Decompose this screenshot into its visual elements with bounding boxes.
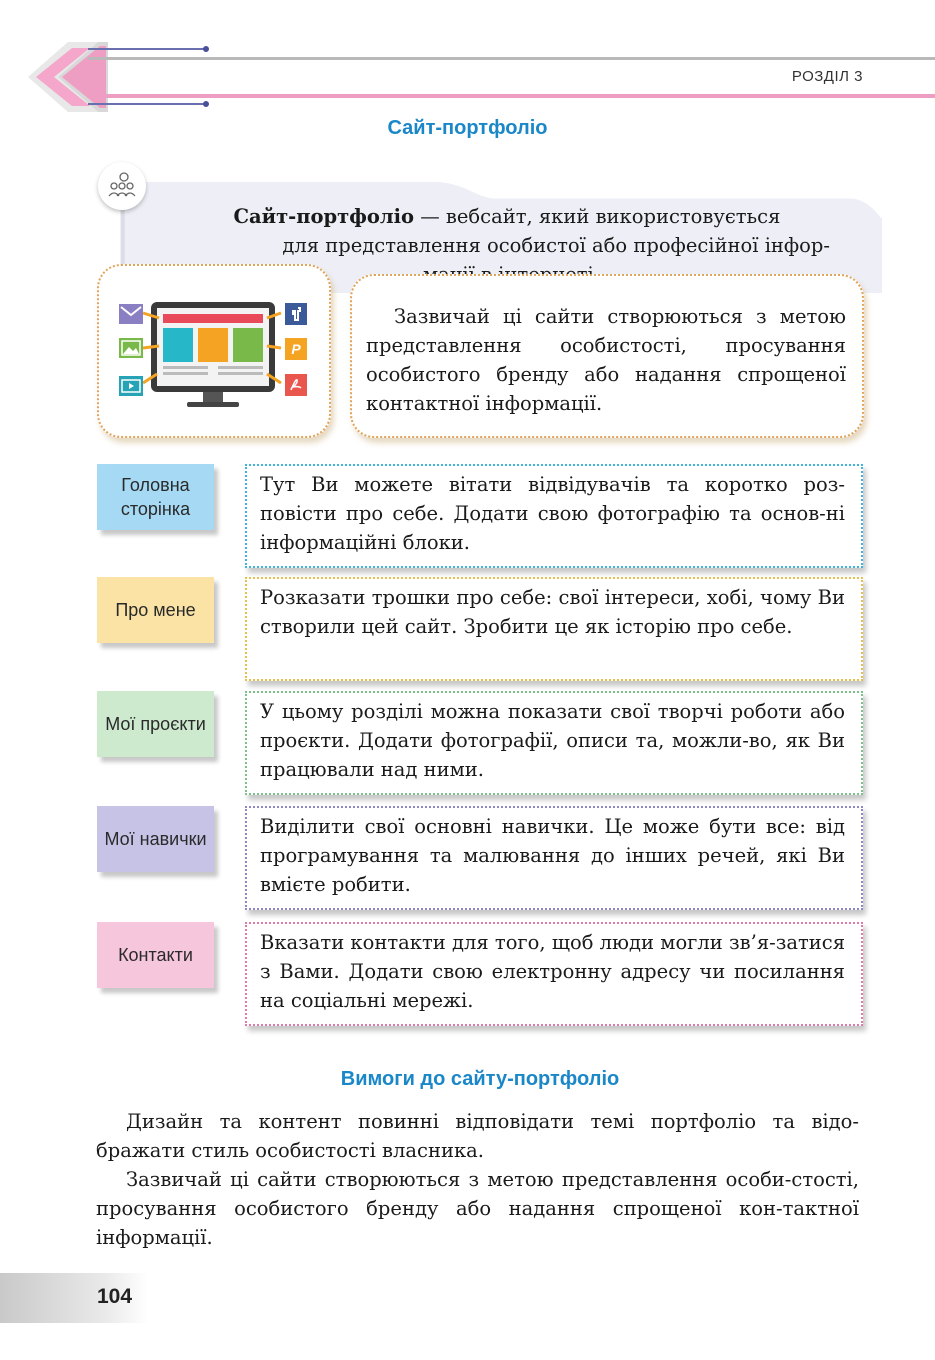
requirements-paragraph-1: Дизайн та контент повинні відповідати темі портфоліо та відо-бражати стиль особистості власника. (96, 1110, 859, 1162)
page-title: Сайт-портфоліо (387, 117, 548, 139)
image-icon (119, 338, 143, 358)
header-rule-upper (88, 48, 206, 50)
definition-line1: — вебсайт, який використовується (414, 205, 781, 228)
header-rule-pink (88, 94, 935, 98)
pdf-icon (285, 374, 307, 396)
chapter-arrow-decoration (28, 42, 108, 112)
chapter-label: РОЗДІЛ 3 (791, 68, 863, 85)
section-label-home: Головна сторінка (97, 464, 214, 530)
facebook-icon (285, 303, 307, 325)
section-text-home: Тут Ви можете вітати відвідувачів та коротко роз-повісти про себе. Додати свою фотографію та основ-ні інформаційні блоки. (260, 473, 845, 554)
section-text-about: Розказати трошки про себе: свої інтереси, хобі, чому Ви створили цей сайт. Зробити це як історію про себе. (260, 586, 845, 638)
section-text-skills: Виділити свої основні навички. Це може бути все: від програмування та малювання до інших речей, які Ви вмієте робити. (260, 815, 845, 896)
section-label-projects: Мої проєкти (97, 691, 214, 757)
definition-term: Сайт-портфоліо (233, 205, 414, 228)
section-label-about: Про мене (97, 577, 214, 643)
paypal-icon (285, 338, 307, 360)
section-label-contacts: Контакти (97, 922, 214, 988)
video-icon (119, 376, 143, 396)
header-rule-lower (88, 103, 206, 105)
page-number: 104 (97, 1285, 133, 1308)
section-label-skills: Мої навички (97, 806, 214, 872)
svg-text:P: P (291, 341, 301, 357)
mail-icon (119, 304, 143, 324)
people-discussion-icon (98, 162, 146, 210)
header-rule-gray (88, 57, 935, 60)
requirements-title: Вимоги до сайту-портфоліо (340, 1068, 620, 1090)
section-text-projects: У цьому розділі можна показати свої творчі роботи або проєкти. Додати фотографії, описи та, можли-во, як Ви працювали над ними. (260, 700, 845, 781)
requirements-paragraph-2: Зазвичай ці сайти створюються з метою представлення особи-стості, просування особистого бренду або надання спрощеної кон-тактної інформації. (96, 1168, 859, 1249)
section-text-contacts: Вказати контакти для того, щоб люди могли зв’я-затися з Вами. Додати свою електронну адресу чи посилання на соціальні мережі. (260, 931, 845, 1012)
illustration-panel (97, 264, 331, 438)
definition-line2: для представлення особистої або професійної інфор- (282, 234, 830, 257)
intro-text: Зазвичай ці сайти створюються з метою представлення особистості, просування особистого бренду або надання спрощеної контактної інформації. (366, 305, 846, 415)
